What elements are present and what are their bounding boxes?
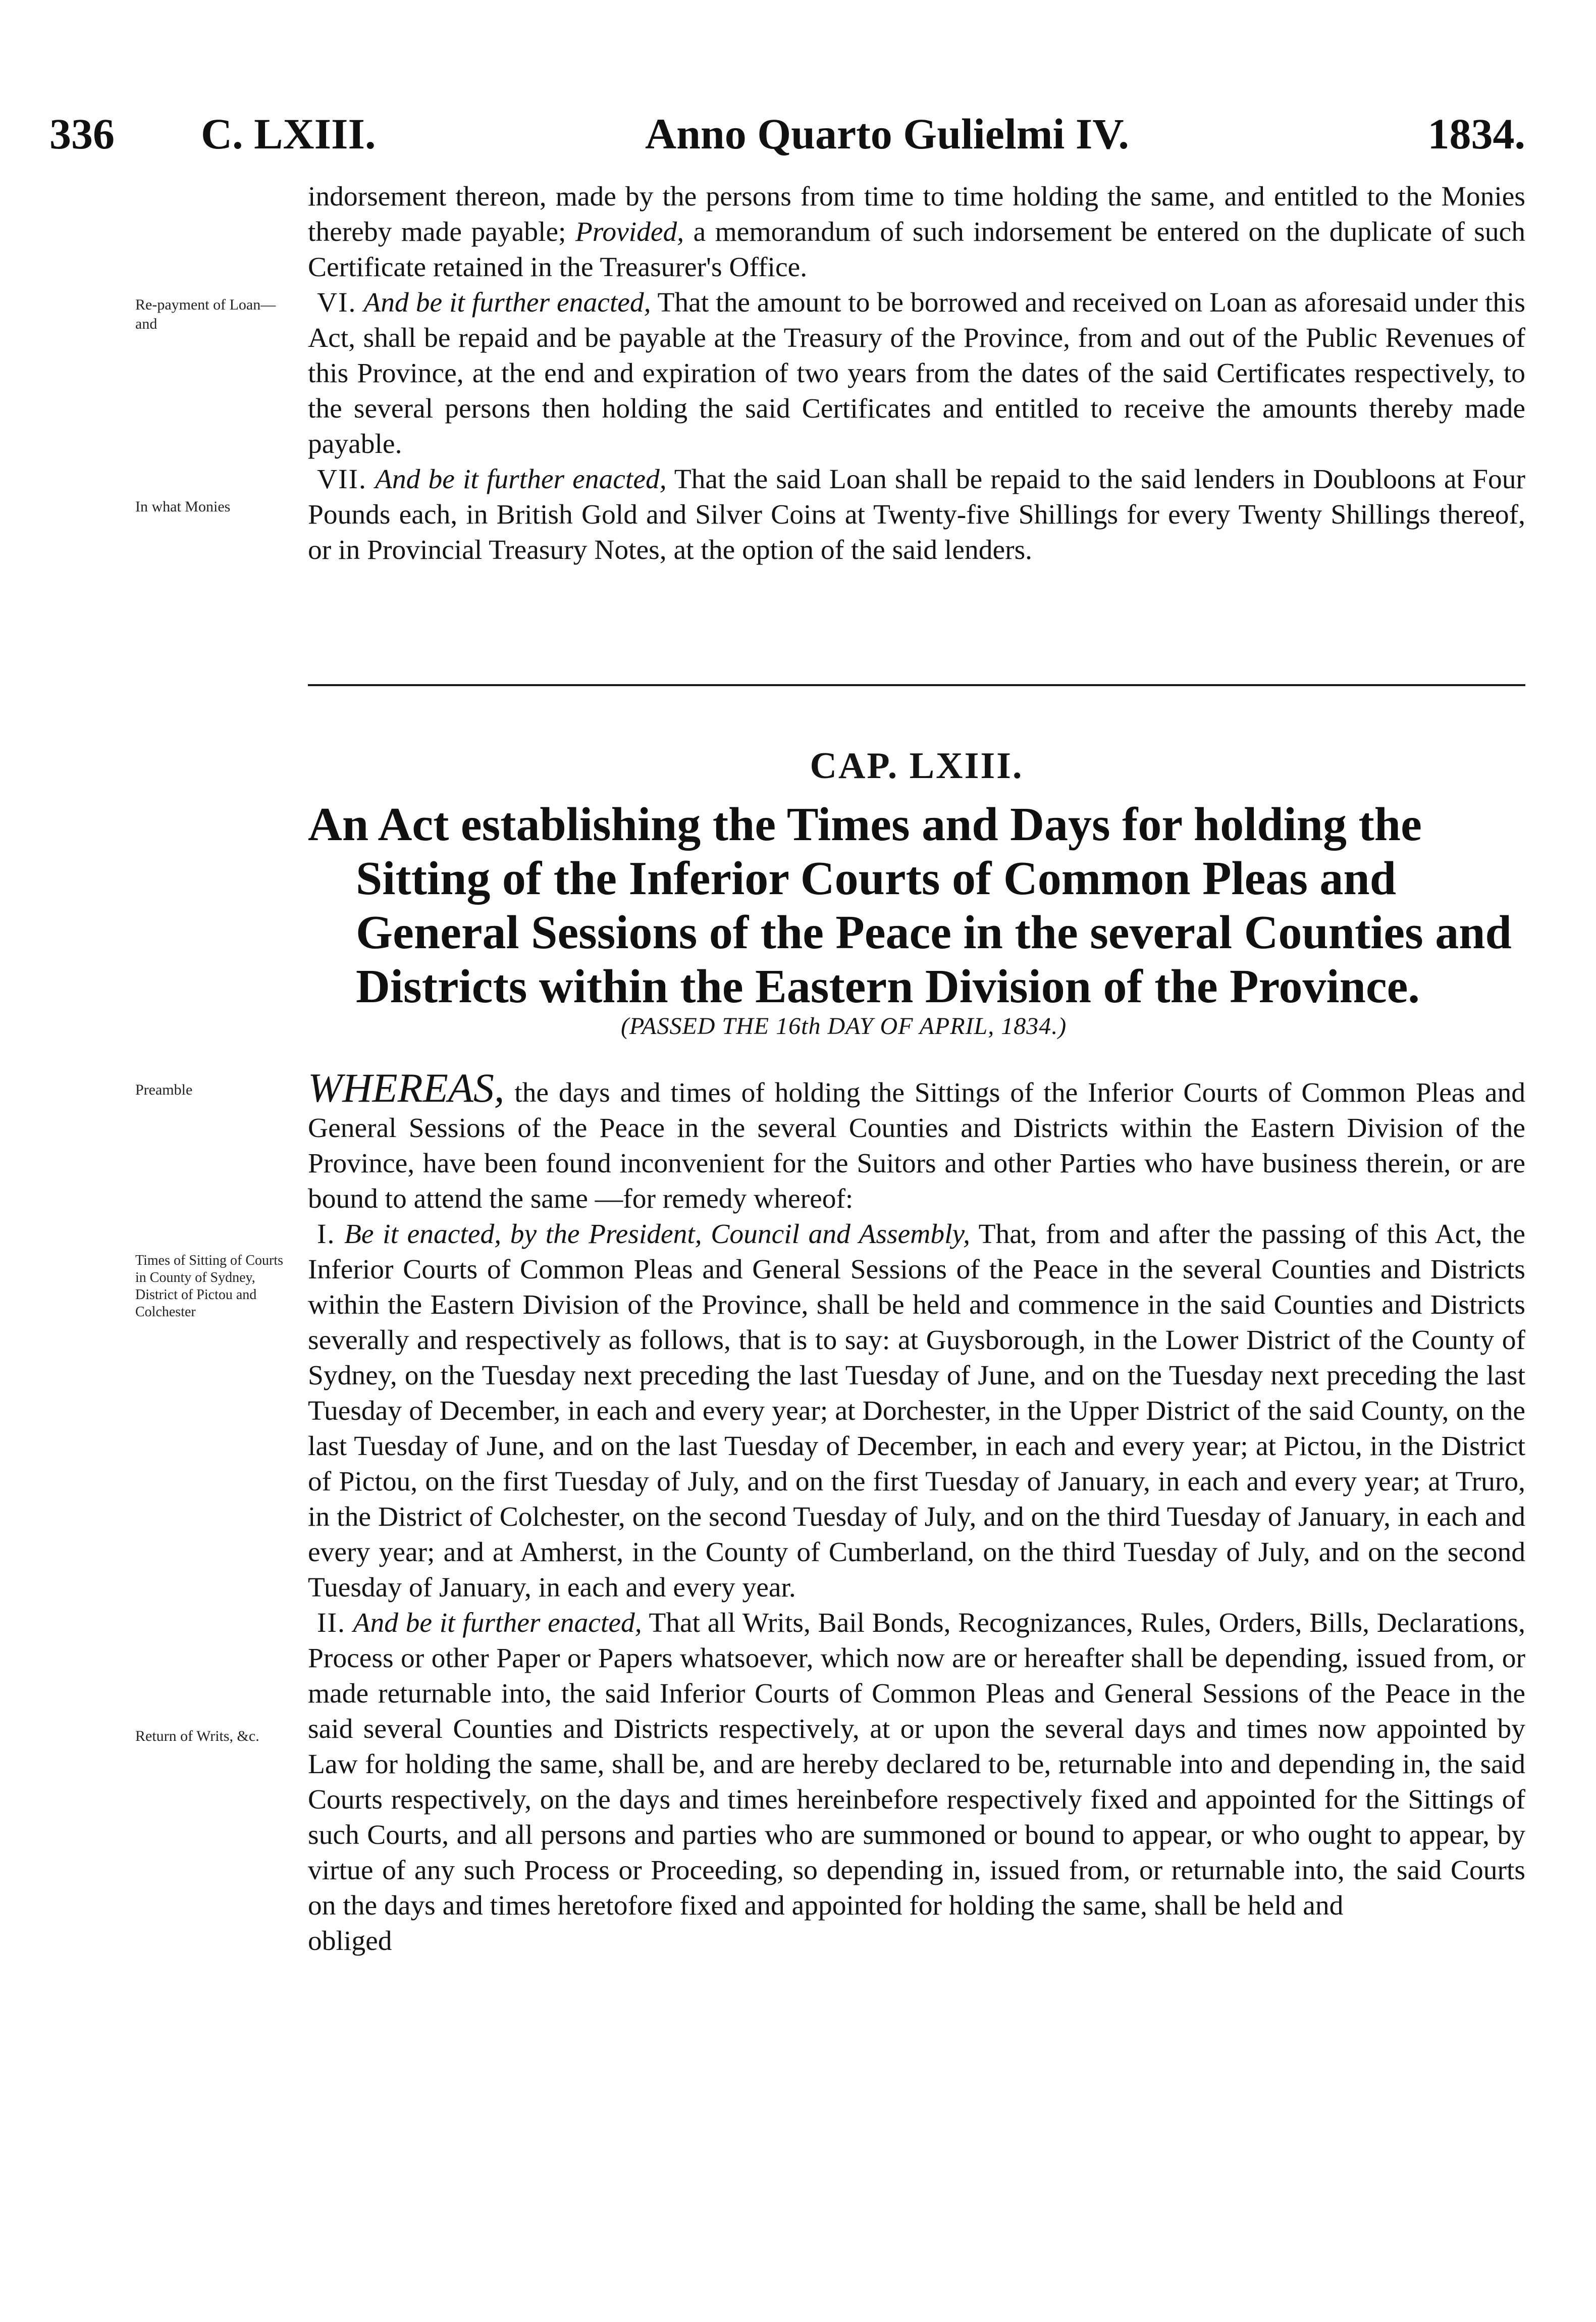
margin-note-repayment: Re-payment of Loan—and [135, 296, 276, 332]
header-year: 1834. [1427, 110, 1525, 158]
main-body [308, 1065, 1526, 1959]
section-7-enacting-clause: And be it further enacted, [375, 464, 667, 495]
catchword: obliged [308, 1926, 392, 1956]
passed-date: (PASSED THE 16th DAY OF APRIL, 1834.) [621, 1013, 1067, 1040]
continuation-text-2: a memorandum of such indorsement be entered on the duplicate of such Certificate retained in the Treasurer's Office. [308, 217, 1525, 283]
page-number: 336 [49, 110, 115, 158]
section-1-text: That, from and after the passing of this Act, the Inferior Courts of Common Pleas and General Sessions of the Peace in the several Counties and Districts within the Eastern Division of the Province, shall be held and commence in the said Counties and Districts severally and respectively as follows, that is to say: at Guysborough, in the Lower District of the County of Sydney, on the Tuesday next preceding the last Tuesday of June, and on the Tuesday next preceding the last Tuesday of December, in each and every year; at Dorchester, in the Upper District of the said County, on the last Tuesday of June, and on the last Tuesday of December, in each and every year; at Pictou, in the District of Pictou, on the first Tuesday of July, and on the first Tuesday of January, in each and every year; at Truro, in the District of Colchester, on the second Tuesday of July, and on the third Tuesday of January, in each and every year; and at Amherst, in the County of Cumberland, on the third Tuesday of July, and on the second Tuesday of January, in each and every year. [308, 1219, 1526, 1603]
section-7 [308, 462, 1525, 568]
running-header [49, 104, 1525, 164]
margin-note-times: Times of Sitting of Courts in County of Sydney, District of Pictou and Colchester [135, 1253, 284, 1320]
section-1-enacting-clause: Be it enacted, by the President, Council and Assembly, [344, 1219, 970, 1250]
section-2-text: That all Writs, Bail Bonds, Recognizances, Rules, Orders, Bills, Declarations, Process or other Paper or Papers whatsoever, which now are or hereafter shall be depending, issued from, or made returnable into, the said Inferior Courts of Common Pleas and General Sessions of the Peace in the said several Counties and Districts respectively, at or upon the several days and times now appointed by Law for holding the same, shall be, and are hereby declared to be, returnable into and depending in, the said Courts respectively, on the days and times hereinbefore respectively fixed and appointed for the Sittings of such Courts, and all persons and parties who are summoned or bound to appear, or who ought to appear, by virtue of any such Process or Proceeding, so depending in, issued from, or returnable into, the said Courts on the days and times heretofore fixed and appointed for holding the same, shall be held and [308, 1608, 1525, 1921]
running-title: Anno Quarto Gulielmi IV. [645, 110, 1129, 158]
top-section [308, 179, 1525, 568]
section-2 [308, 1606, 1525, 1924]
provided-word: Provided, [575, 217, 684, 247]
margin-note-preamble: Preamble [135, 1081, 193, 1098]
section-7-number: VII. [317, 464, 367, 495]
continuation-text: indorsement thereon, made by the persons from time to time holding the same, and entitled to the Monies thereby made payable; [308, 181, 1525, 247]
section-2-number: II. [317, 1608, 346, 1638]
section-divider [308, 684, 1525, 686]
preamble-lead: WHEREAS, [308, 1065, 505, 1111]
preamble [308, 1065, 1526, 1217]
section-7-text: That the said Loan shall be repaid to the said lenders in Doubloons at Four Pounds each, in British Gold and Silver Coins at Twenty-five Shillings for every Twenty Shillings thereof, or in Provincial Treasury Notes, at the option of the said lenders. [308, 464, 1525, 565]
chapter-number: C. LXIII. [201, 110, 376, 158]
section-1-number: I. [317, 1219, 336, 1250]
margin-note-return: Return of Writs, &c. [135, 1728, 259, 1744]
section-2-enacting-clause: And be it further enacted, [353, 1608, 642, 1638]
continuation-paragraph [308, 179, 1525, 285]
act-title: An Act establishing the Times and Days for holding the Sitting of the Inferior Courts of Common Pleas and General Sessions of the Peace in the several Counties and Districts within the Eastern Division of the Province. [308, 798, 1512, 1013]
margin-note-monies: In what Monies [135, 498, 231, 515]
section-6-enacting-clause: And be it further enacted, [363, 287, 651, 318]
preamble-text: the days and times of holding the Sittings of the Inferior Courts of Common Pleas and General Sessions of the Peace in the several Counties and Districts within the Eastern Division of the Province, have been found inconvenient for the Suitors and other Parties who have business therein, or are bound to attend the same —for remedy whereof: [308, 1077, 1526, 1214]
cap-heading: CAP. LXIII. [810, 745, 1024, 787]
section-6-number: VI. [317, 287, 357, 318]
section-6 [308, 285, 1525, 462]
section-6-text: That the amount to be borrowed and received on Loan as aforesaid under this Act, shall be repaid and be payable at the Treasury of the Province, from and out of the Public Revenues of this Province, at the end and expiration of two years from the dates of the said Certificates respectively, to the several persons then holding the said Certificates and entitled to receive the amounts thereby made payable. [308, 287, 1526, 459]
section-1 [308, 1217, 1525, 1606]
